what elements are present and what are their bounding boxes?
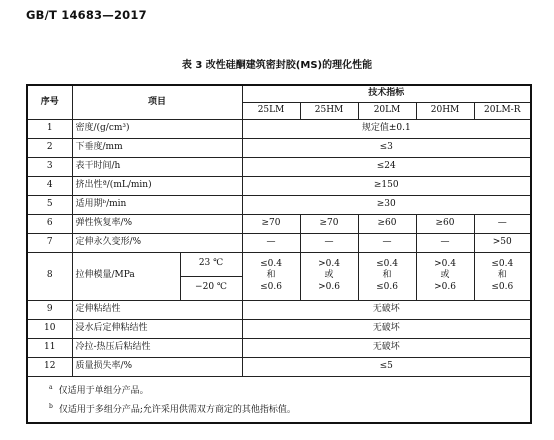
grade-25lm: 25LM xyxy=(242,102,300,119)
modulus-value-minus20c: >0.6 xyxy=(434,281,456,292)
table-row xyxy=(27,357,531,376)
row-no: 4 xyxy=(27,176,72,195)
modulus-value-23c: >0.4 xyxy=(434,259,456,270)
modulus-value-23c: ≤0.4 xyxy=(260,259,282,270)
table-row xyxy=(27,157,531,176)
table-row xyxy=(27,176,531,195)
modulus-operator: 或 xyxy=(440,270,450,281)
row-no: 5 xyxy=(27,195,72,214)
row-item: 质量损失率/% xyxy=(72,357,242,376)
footnote-mark: b xyxy=(49,403,53,411)
cell-20hm: ≥60 xyxy=(416,214,474,233)
row-item: 冷拉-热压后粘结性 xyxy=(72,338,242,357)
footnote-mark: a xyxy=(49,384,53,392)
modulus-operator: 和 xyxy=(266,270,276,281)
row-item: 定伸粘结性 xyxy=(72,300,242,319)
row-value: 无破坏 xyxy=(242,338,531,357)
table-row xyxy=(27,195,531,214)
footnote-b xyxy=(31,399,527,418)
footnotes xyxy=(27,376,531,423)
modulus-value-minus20c: ≤0.6 xyxy=(260,281,282,292)
row-no: 9 xyxy=(27,300,72,319)
row-item: 密度/(g/cm³) xyxy=(72,119,242,138)
row-no: 7 xyxy=(27,233,72,252)
table-row xyxy=(27,233,531,252)
grade-25hm: 25HM xyxy=(300,102,358,119)
row-value: ≥30 xyxy=(242,195,531,214)
properties-table xyxy=(26,84,532,424)
modulus-row-23c xyxy=(27,252,531,276)
standard-code: GB/T 14683—2017 xyxy=(26,8,147,22)
row-item: 挤出性ª/(mL/min) xyxy=(72,176,242,195)
row-value: 无破坏 xyxy=(242,319,531,338)
modulus-operator: 和 xyxy=(497,270,507,281)
cell-20lm: ≥60 xyxy=(358,214,416,233)
cell-20lm-r: >50 xyxy=(474,233,531,252)
header-tech-index: 技术指标 xyxy=(242,85,531,102)
row-no: 11 xyxy=(27,338,72,357)
row-value: ≤24 xyxy=(242,157,531,176)
header-row-1 xyxy=(27,85,531,102)
row-item: 下垂度/mm xyxy=(72,138,242,157)
row-value: ≤3 xyxy=(242,138,531,157)
cell-25hm: — xyxy=(300,233,358,252)
row-item: 浸水后定伸粘结性 xyxy=(72,319,242,338)
footnote-text: 仅适用于多组分产品;允许采用供需双方商定的其他指标值。 xyxy=(58,405,296,416)
row-value: ≥150 xyxy=(242,176,531,195)
temp-minus20c: −20 ℃ xyxy=(180,276,242,300)
footnote-text: 仅适用于单组分产品。 xyxy=(58,386,149,397)
grade-20hm: 20HM xyxy=(416,102,474,119)
footnotes-row xyxy=(27,376,531,423)
modulus-value-23c: ≤0.4 xyxy=(491,259,514,270)
row-no: 10 xyxy=(27,319,72,338)
table-row xyxy=(27,319,531,338)
temp-23c: 23 ℃ xyxy=(180,252,242,276)
modulus-value-minus20c: ≤0.6 xyxy=(376,281,398,292)
header-item: 项目 xyxy=(72,85,242,119)
modulus-cell-20hm xyxy=(416,252,474,300)
modulus-operator: 或 xyxy=(324,270,334,281)
modulus-value-minus20c: ≤0.6 xyxy=(491,281,514,292)
grade-20lm-r: 20LM-R xyxy=(474,102,531,119)
row-no: 1 xyxy=(27,119,72,138)
cell-20hm: — xyxy=(416,233,474,252)
row-no: 3 xyxy=(27,157,72,176)
row-no: 12 xyxy=(27,357,72,376)
row-no: 2 xyxy=(27,138,72,157)
modulus-value-23c: ≤0.4 xyxy=(376,259,398,270)
row-value: 规定值±0.1 xyxy=(242,119,531,138)
modulus-operator: 和 xyxy=(382,270,392,281)
table-row xyxy=(27,338,531,357)
table-row xyxy=(27,214,531,233)
cell-25lm: ≥70 xyxy=(242,214,300,233)
footnote-a xyxy=(31,380,527,399)
row-no: 6 xyxy=(27,214,72,233)
table-caption: 表 3 改性硅酮建筑密封胶(MS)的理化性能 xyxy=(181,60,373,71)
row-item: 表干时间/h xyxy=(72,157,242,176)
modulus-cell-20lm-r xyxy=(474,252,531,300)
grade-20lm: 20LM xyxy=(358,102,416,119)
header-no: 序号 xyxy=(27,85,72,119)
modulus-cell-25hm xyxy=(300,252,358,300)
row-no: 8 xyxy=(27,252,72,300)
table-row xyxy=(27,138,531,157)
modulus-value-23c: >0.4 xyxy=(318,259,340,270)
row-item: 适用期ᵇ/min xyxy=(72,195,242,214)
modulus-value-minus20c: >0.6 xyxy=(318,281,340,292)
modulus-cell-25lm xyxy=(242,252,300,300)
cell-25hm: ≥70 xyxy=(300,214,358,233)
table-row xyxy=(27,119,531,138)
table-row xyxy=(27,300,531,319)
cell-20lm: — xyxy=(358,233,416,252)
row-value: 无破坏 xyxy=(242,300,531,319)
row-item: 弹性恢复率/% xyxy=(72,214,242,233)
modulus-cell-20lm xyxy=(358,252,416,300)
cell-25lm: — xyxy=(242,233,300,252)
row-item: 拉伸模量/MPa xyxy=(72,252,180,300)
row-value: ≤5 xyxy=(242,357,531,376)
row-item: 定伸永久变形/% xyxy=(72,233,242,252)
cell-20lm-r: — xyxy=(474,214,531,233)
